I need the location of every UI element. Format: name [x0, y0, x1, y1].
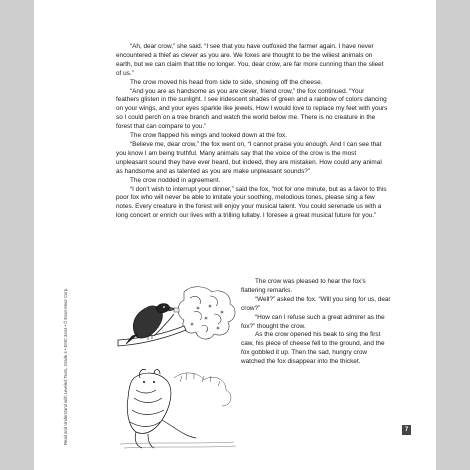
paragraph: The crow moved his head from side to side, showing off the cheese. — [130, 78, 323, 86]
page-number: 7 — [402, 425, 411, 435]
tree-foliage — [178, 287, 235, 339]
paragraph: “How can I refuse such a great admirer as the fox?” thought the crow. — [241, 313, 385, 330]
paragraph: The crow was pleased to hear the fox’s flattering remarks. — [241, 278, 366, 294]
paragraph: The crow nodded in agreement. — [130, 176, 221, 184]
bushes — [174, 373, 231, 406]
paragraph: “Ah, dear crow,” she said. “I see that you have outfoxed the farmer again. I have never encountered a thief as clever as you are. We foxes are thought to be the wiliest animals on earth, but we can claim that title no longer. You, dear crow, are far more cunning than the slieet of us.” — [116, 43, 384, 77]
crow-and-fox-illustration — [114, 278, 240, 450]
paragraph: “Well?” asked the fox. “Will you sing for us, dear crow?” — [241, 295, 391, 312]
paragraph: “I don’t wish to interrupt your dinner,” said the fox, “not for one minute, but as a favor to this poor fox who will never be able to imitate your soothing, melodious tones, please sing a few notes. Every creature in the forest will enjoy your musical talent. You could serenade us with a long concert or enrich our lives with a trilling lullaby. I foresee a great musical future for you.” — [116, 185, 387, 220]
book-page — [34, 0, 436, 470]
paragraph: “And you are as handsome as you are clever, friend crow,” the fox continued. “Your feathers glisten in the sunlight. I see iridescent shades of green and a rainbow of colors dancing on your wings, and your eyes sparkle like jewels. How I would love to replace my feet with yours so I could perch on a tree branch and watch the world below me. There is no creature in the forest that can compare to you.” — [116, 87, 388, 131]
column-text-block — [241, 278, 391, 367]
main-text-block — [116, 43, 388, 221]
side-credit: Read and Understand with Leveled Texts, Grade 4 • EMC 3444 • © Evan-Moor Corp. — [63, 287, 68, 445]
paragraph: “Believe me, dear crow,” the fox went on, “I cannot praise you enough. And I can see that you know I am being truthful. Many animals say that the voice of the crow is the most unpleasant sound they have ever heard, but indeed, they are mistaken. How could any animal as handsome and as talented as you are make unpleasant sounds?” — [116, 140, 382, 175]
paragraph: The crow flapped his wings and looked down at the fox. — [130, 132, 288, 140]
paragraph: As the crow opened his beak to sing the first caw, his piece of cheese fell to the ground, and the fox gobbled it up. Then the sad, hungry crow watched the fox disappear into the thicket. — [241, 331, 385, 366]
fox — [127, 369, 196, 448]
